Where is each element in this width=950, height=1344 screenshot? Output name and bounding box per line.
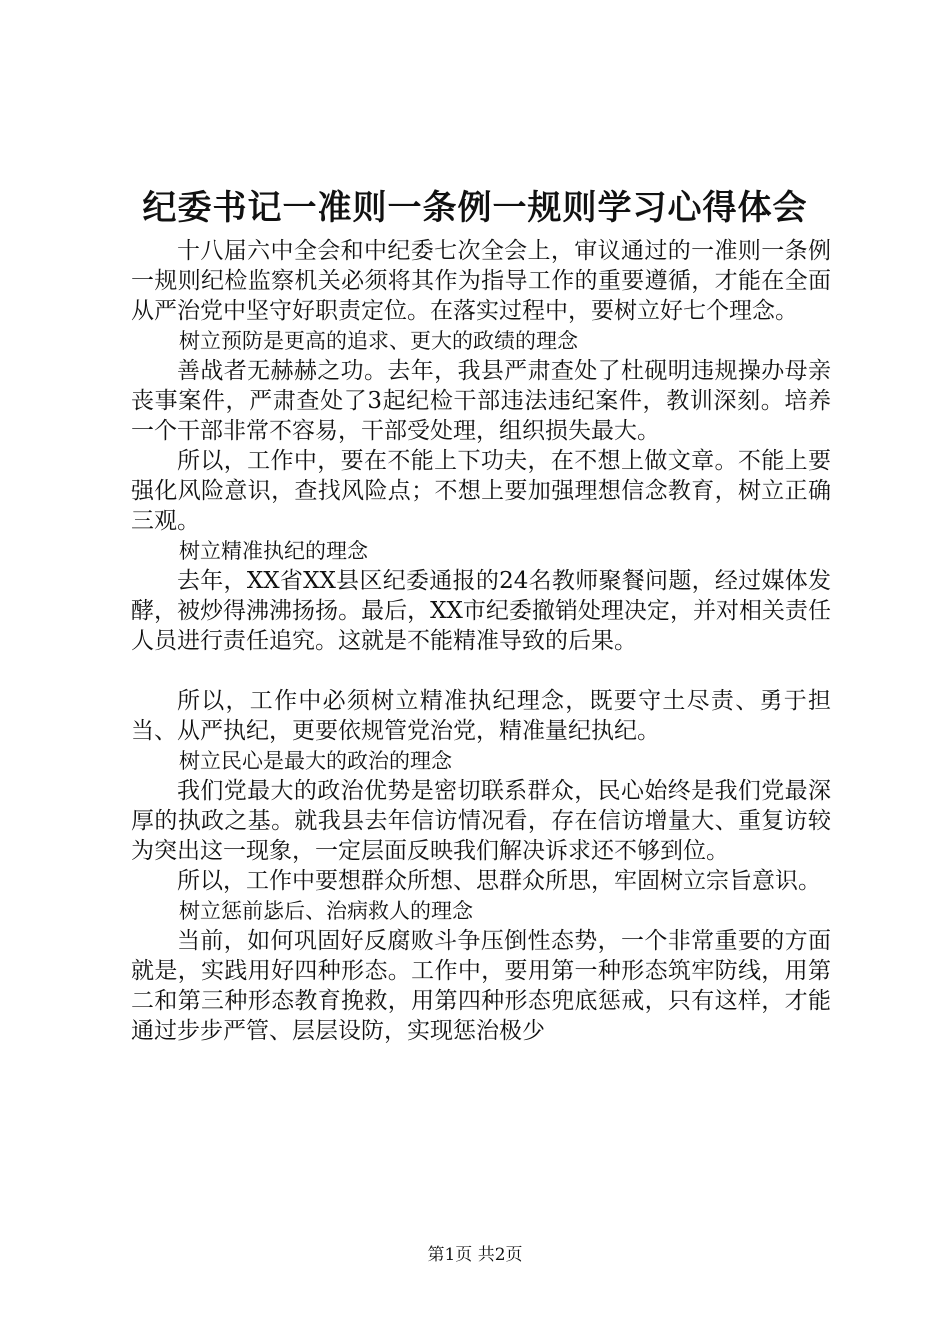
- paragraph: 我们党最大的政治优势是密切联系群众，民心始终是我们党最深厚的执政之基。就我县去年信访情况看，存在信访增量大、重复访较为突出这一现象，一定层面反映我们解决诉求还不够到位。: [131, 778, 831, 864]
- blank-line: [131, 656, 831, 686]
- paragraph: 善战者无赫赫之功。去年，我县严肃查处了杜砚明违规操办母亲丧事案件，严肃查处了3起纪检干部违法违纪案件，教训深刻。培养一个干部非常不容易，干部受处理，组织损失最大。: [131, 358, 831, 444]
- paragraph: 所以，工作中必须树立精准执纪理念，既要守土尽责、勇于担当、从严执纪，更要依规管党治党，精准量纪执纪。: [131, 688, 831, 744]
- paragraph: 十八届六中全会和中纪委七次全会上，审议通过的一准则一条例一规则纪检监察机关必须将其作为指导工作的重要遵循，才能在全面从严治党中坚守好职责定位。在落实过程中，要树立好七个理念。: [131, 238, 831, 324]
- paragraph: 所以，工作中，要在不能上下功夫，在不想上做文章。不能上要强化风险意识，查找风险点；不想上要加强理想信念教育，树立正确三观。: [131, 448, 831, 534]
- section-heading: 树立民心是最大的政治的理念: [179, 749, 452, 773]
- section-heading: 树立预防是更高的追求、更大的政绩的理念: [179, 329, 578, 353]
- paragraph: 当前，如何巩固好反腐败斗争压倒性态势，一个非常重要的方面就是，实践用好四种形态。工作中，要用第一种形态筑牢防线，用第二和第三种形态教育挽救，用第四种形态兜底惩戒，只有这样，才能通过步步严管、层层设防，实现惩治极少: [131, 928, 831, 1044]
- page-title: 纪委书记一准则一条例一规则学习心得体会: [142, 188, 808, 228]
- document-body: [131, 236, 831, 1046]
- paragraph: 去年，XX省XX县区纪委通报的24名教师聚餐问题，经过媒体发酵，被炒得沸沸扬扬。最后，XX市纪委撤销处理决定，并对相关责任人员进行责任追究。这就是不能精准导致的后果。: [131, 568, 831, 654]
- page-footer: 第1页 共2页: [427, 1245, 523, 1265]
- section-heading: 树立惩前毖后、治病救人的理念: [179, 899, 473, 923]
- paragraph: 所以，工作中要想群众所想、思群众所思，牢固树立宗旨意识。: [177, 868, 821, 894]
- section-heading: 树立精准执纪的理念: [179, 539, 368, 563]
